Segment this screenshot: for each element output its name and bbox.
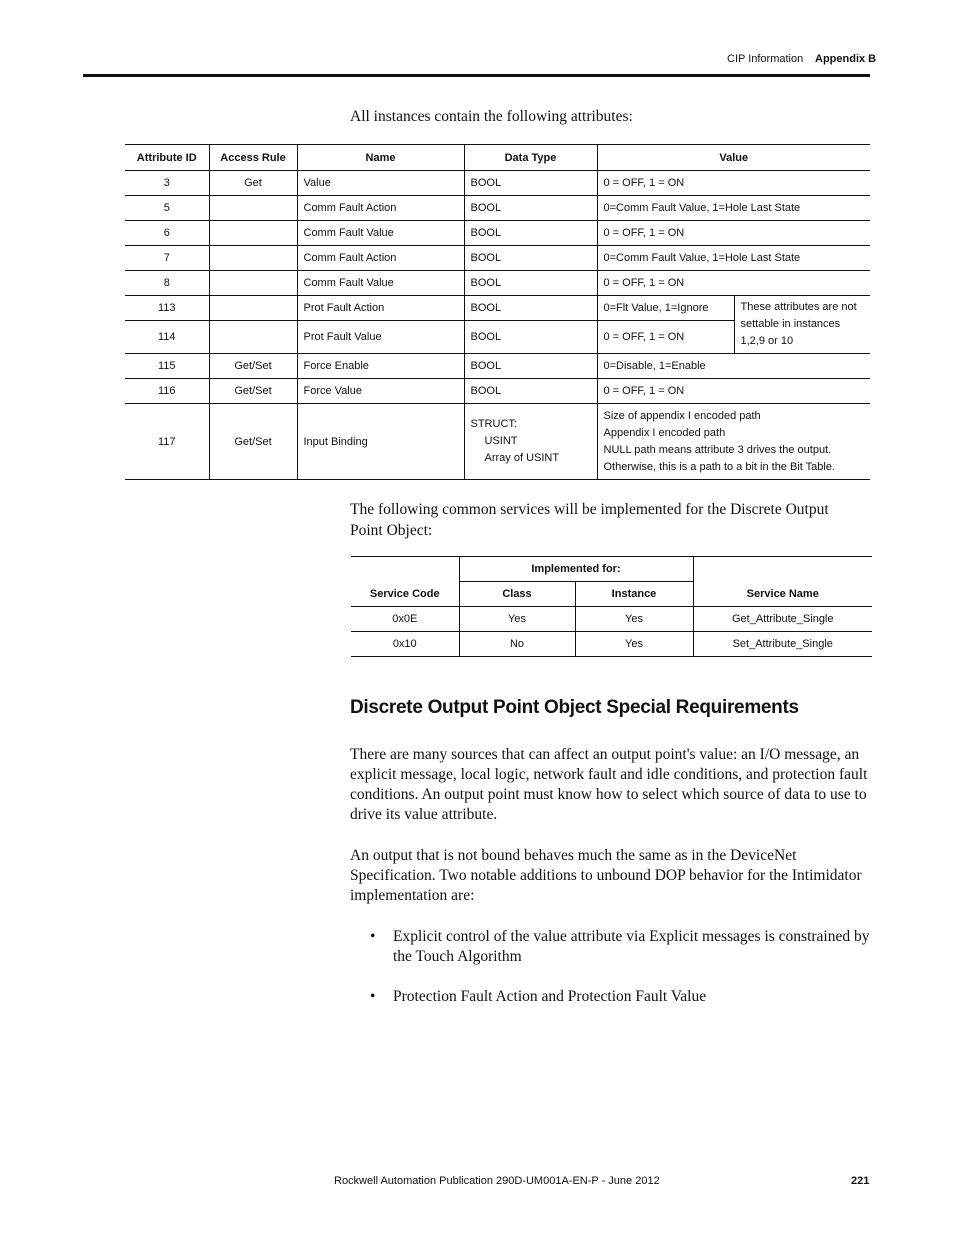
cell-access <box>209 271 297 296</box>
note-line: settable in instances <box>740 318 841 330</box>
cell-type: BOOL <box>464 321 597 354</box>
cell-service-name: Get_Attribute_Single <box>693 607 872 632</box>
cell-id: 113 <box>125 296 209 321</box>
cell-id: 117 <box>125 404 209 480</box>
attributes-intro-text: All instances contain the following attributes: <box>350 108 633 125</box>
instance-header: Instance <box>575 582 693 607</box>
cell-class: Yes <box>459 607 575 632</box>
header-appendix-label: Appendix B <box>815 53 877 65</box>
cell-access: Get <box>209 171 297 196</box>
cell-instance: Yes <box>575 607 693 632</box>
bullet-icon: • <box>370 928 376 945</box>
cell-name: Prot Fault Value <box>297 321 464 354</box>
value-line: NULL path means attribute 3 drives the output. <box>603 443 832 456</box>
cell-name: Input Binding <box>297 404 464 480</box>
service-code-header: Service Code <box>351 557 459 607</box>
cell-name: Prot Fault Action <box>297 296 464 321</box>
cell-name: Value <box>297 171 464 196</box>
cell-name: Force Value <box>297 379 464 404</box>
column-header: Name <box>297 145 464 171</box>
cell-type: BOOL <box>464 354 597 379</box>
cell-id: 116 <box>125 379 209 404</box>
cell-value: 0=Comm Fault Value, 1=Hole Last State <box>597 196 870 221</box>
page-number: 221 <box>851 1175 870 1187</box>
cell-value: 0 = OFF, 1 = ON <box>597 221 870 246</box>
cell-access <box>209 221 297 246</box>
cell-name: Comm Fault Value <box>297 271 464 296</box>
table-header-row <box>125 145 870 171</box>
table-row <box>125 271 870 296</box>
note-line: 1,2,9 or 10 <box>740 335 794 347</box>
cell-access <box>209 321 297 354</box>
bullet-list <box>370 987 870 1007</box>
cell-instance: Yes <box>575 632 693 657</box>
note-line: These attributes are not <box>740 301 857 313</box>
bullet-icon: • <box>370 988 376 1005</box>
column-header: Data Type <box>464 145 597 171</box>
cell-value: 0=Flt Value, 1=Ignore <box>597 296 734 321</box>
cell-name: Comm Fault Action <box>297 196 464 221</box>
value-line: Otherwise, this is a path to a bit in the Bit Table. <box>603 460 836 473</box>
table-row <box>125 221 870 246</box>
list-item <box>370 927 870 967</box>
table-row <box>351 607 872 632</box>
cell-type: BOOL <box>464 296 597 321</box>
body-paragraph: There are many sources that can affect an output point's value: an I/O message, an explicit message, local logic, network fault and idle conditions, and protection fault conditions. An output point must know how to select which source of data to use to drive its value attribute. <box>350 746 868 823</box>
column-header: Attribute ID <box>125 145 209 171</box>
column-header: Value <box>597 145 870 171</box>
section-heading: Discrete Output Point Object Special Requirements <box>350 697 799 718</box>
table-row <box>125 171 870 196</box>
type-line: Array of USINT <box>484 452 560 464</box>
cell-access: Get/Set <box>209 404 297 480</box>
table-row <box>125 354 870 379</box>
cell-access <box>209 196 297 221</box>
header-rule <box>83 74 870 77</box>
cell-value <box>597 404 870 480</box>
cell-id: 114 <box>125 321 209 354</box>
cell-note <box>734 296 870 354</box>
cell-service-code: 0x10 <box>351 632 459 657</box>
cell-id: 115 <box>125 354 209 379</box>
body-paragraph: An output that is not bound behaves much the same as in the DeviceNet Specification. Two notable additions to unbound DOP behavior for the Intimidator implementation are: <box>350 847 862 904</box>
implemented-for-header: Implemented for: <box>459 557 693 582</box>
type-line: USINT <box>484 435 518 447</box>
cell-value: 0=Disable, 1=Enable <box>597 354 870 379</box>
cell-type: BOOL <box>464 171 597 196</box>
list-item-text: Explicit control of the value attribute via Explicit messages is constrained by the Touch Algorithm <box>393 928 870 965</box>
cell-name: Comm Fault Value <box>297 221 464 246</box>
table-row <box>125 379 870 404</box>
cell-id: 8 <box>125 271 209 296</box>
cell-id: 3 <box>125 171 209 196</box>
cell-service-name: Set_Attribute_Single <box>693 632 872 657</box>
cell-access: Get/Set <box>209 379 297 404</box>
cell-value: 0 = OFF, 1 = ON <box>597 271 870 296</box>
class-header: Class <box>459 582 575 607</box>
cell-name: Force Enable <box>297 354 464 379</box>
attribute-table <box>125 144 870 480</box>
cell-type: BOOL <box>464 246 597 271</box>
cell-access <box>209 296 297 321</box>
table-row <box>125 404 870 480</box>
cell-service-code: 0x0E <box>351 607 459 632</box>
cell-value: 0 = OFF, 1 = ON <box>597 321 734 354</box>
cell-access: Get/Set <box>209 354 297 379</box>
list-item <box>370 987 870 1007</box>
cell-value: 0 = OFF, 1 = ON <box>597 171 870 196</box>
table-row <box>125 196 870 221</box>
table-row <box>125 296 870 321</box>
cell-value: 0=Comm Fault Value, 1=Hole Last State <box>597 246 870 271</box>
header-section-title: CIP Information <box>727 53 804 65</box>
table-row <box>125 246 870 271</box>
footer-publication: Rockwell Automation Publication 290D-UM001A-EN-P - June 2012 <box>334 1175 660 1187</box>
cell-type: BOOL <box>464 196 597 221</box>
list-item-text: Protection Fault Action and Protection Fault Value <box>393 988 707 1005</box>
cell-id: 6 <box>125 221 209 246</box>
cell-value: 0 = OFF, 1 = ON <box>597 379 870 404</box>
value-line: Size of appendix I encoded path <box>603 409 761 422</box>
cell-type: BOOL <box>464 221 597 246</box>
cell-type: BOOL <box>464 271 597 296</box>
cell-access <box>209 246 297 271</box>
services-intro-text: The following common services will be implemented for the Discrete Output Point Object: <box>350 501 829 539</box>
value-line: Appendix I encoded path <box>603 426 726 439</box>
cell-name: Comm Fault Action <box>297 246 464 271</box>
cell-id: 7 <box>125 246 209 271</box>
cell-id: 5 <box>125 196 209 221</box>
table-row <box>351 632 872 657</box>
service-name-header: Service Name <box>693 557 872 607</box>
services-table <box>351 556 872 657</box>
cell-type <box>464 404 597 480</box>
cell-type: BOOL <box>464 379 597 404</box>
type-line: STRUCT: <box>470 418 517 430</box>
bullet-list <box>370 927 870 967</box>
cell-class: No <box>459 632 575 657</box>
column-header: Access Rule <box>209 145 297 171</box>
